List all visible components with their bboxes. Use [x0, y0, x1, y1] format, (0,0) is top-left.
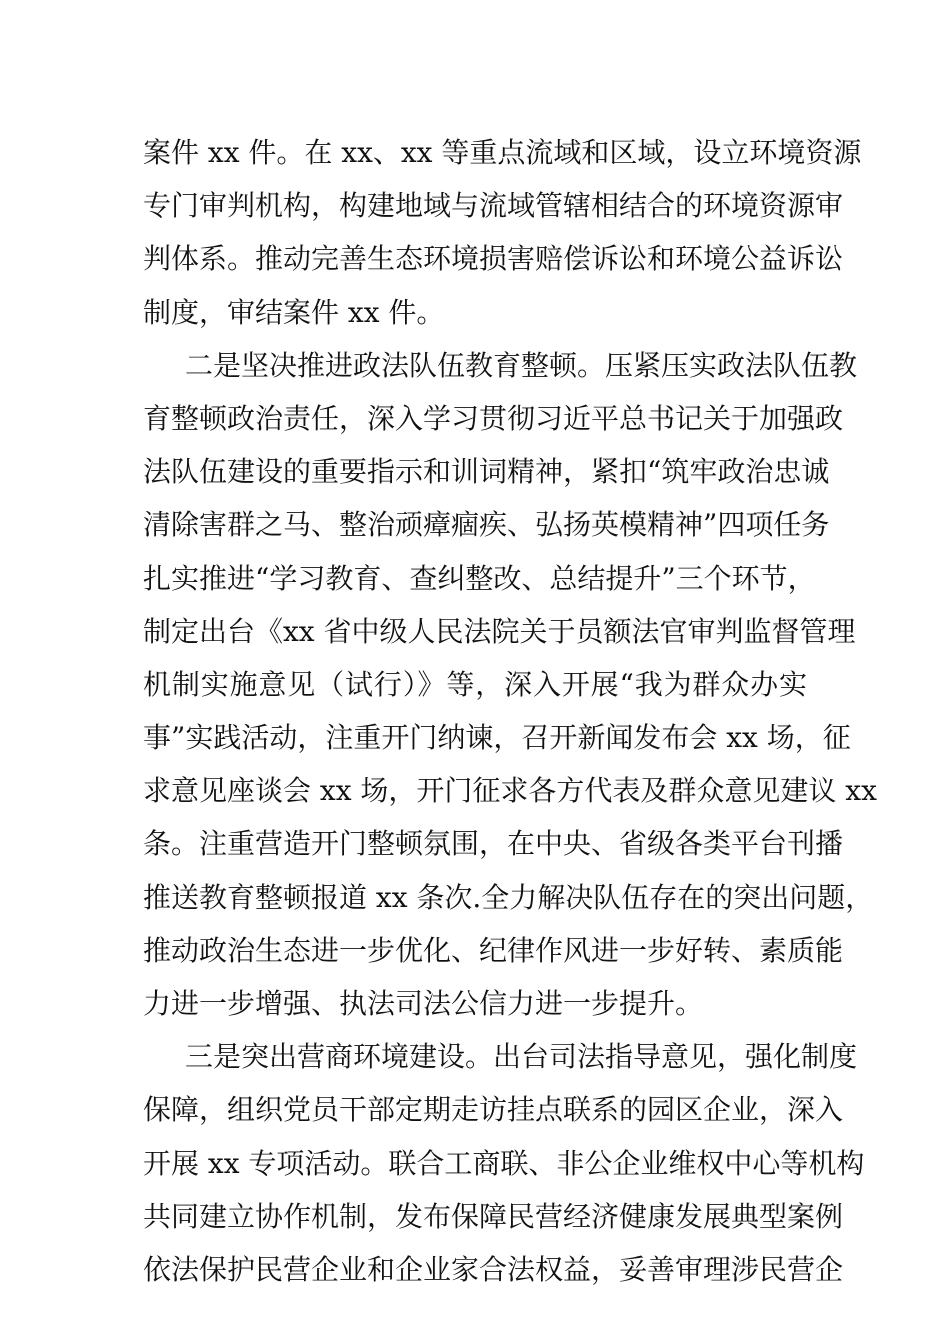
text-line: 扎实推进“学习教育、查纠整改、总结提升”三个环节，	[143, 561, 816, 595]
text-line: 清除害群之马、整治顽瘴痼疾、弘扬英模精神”四项任务	[143, 508, 830, 542]
text-line: 推送教育整顿报道 xx 条次.全力解决队伍存在的突出问题，	[143, 880, 874, 914]
text-line: 共同建立协作机制，发布保障民营经济健康发展典型案例	[143, 1199, 844, 1233]
paragraph-start-line: 三是突出营商环境建设。出台司法指导意见，强化制度	[185, 1040, 858, 1074]
text-line: 推动政治生态进一步优化、纪律作风进一步好转、素质能	[143, 933, 844, 967]
text-line: 机制实施意见（试行）》等，深入开展“我为群众办实	[143, 667, 807, 701]
text-line: 求意见座谈会 xx 场，开门征求各方代表及群众意见建议 xx	[143, 774, 877, 808]
text-line: 制度，审结案件 xx 件。	[143, 295, 445, 329]
body-text	[143, 126, 877, 1296]
paragraph-start-line: 二是坚决推进政法队伍教育整顿。压紧压实政法队伍教	[185, 348, 858, 382]
text-line: 判体系。推动完善生态环境损害赔偿诉讼和环境公益诉讼	[143, 242, 844, 276]
text-line: 育整顿政治责任，深入学习贯彻习近平总书记关于加强政	[143, 401, 844, 435]
text-line: 制定出台《xx 省中级人民法院关于员额法官审判监督管理	[143, 614, 856, 648]
text-line: 依法保护民营企业和企业家合法权益，妥善审理涉民营企	[143, 1252, 844, 1286]
text-line: 法队伍建设的重要指示和训词精神，紧扣“筑牢政治忠诚	[143, 455, 830, 489]
text-line: 条。注重营造开门整顿氛围，在中央、省级各类平台刊播	[143, 827, 844, 861]
text-line: 力进一步增强、执法司法公信力进一步提升。	[143, 987, 704, 1020]
text-line: 事”实践活动，注重开门纳谏，召开新闻发布会 xx 场，征	[143, 721, 851, 755]
text-line: 专门审判机构，构建地域与流域管辖相结合的环境资源审	[143, 189, 844, 223]
text-line: 开展 xx 专项活动。联合工商联、非公企业维权中心等机构	[143, 1146, 865, 1180]
text-line: 保障，组织党员干部定期走访挂点联系的园区企业，深入	[143, 1093, 844, 1127]
text-line: 案件 xx 件。在 xx、xx 等重点流域和区域，设立环境资源	[143, 136, 862, 169]
